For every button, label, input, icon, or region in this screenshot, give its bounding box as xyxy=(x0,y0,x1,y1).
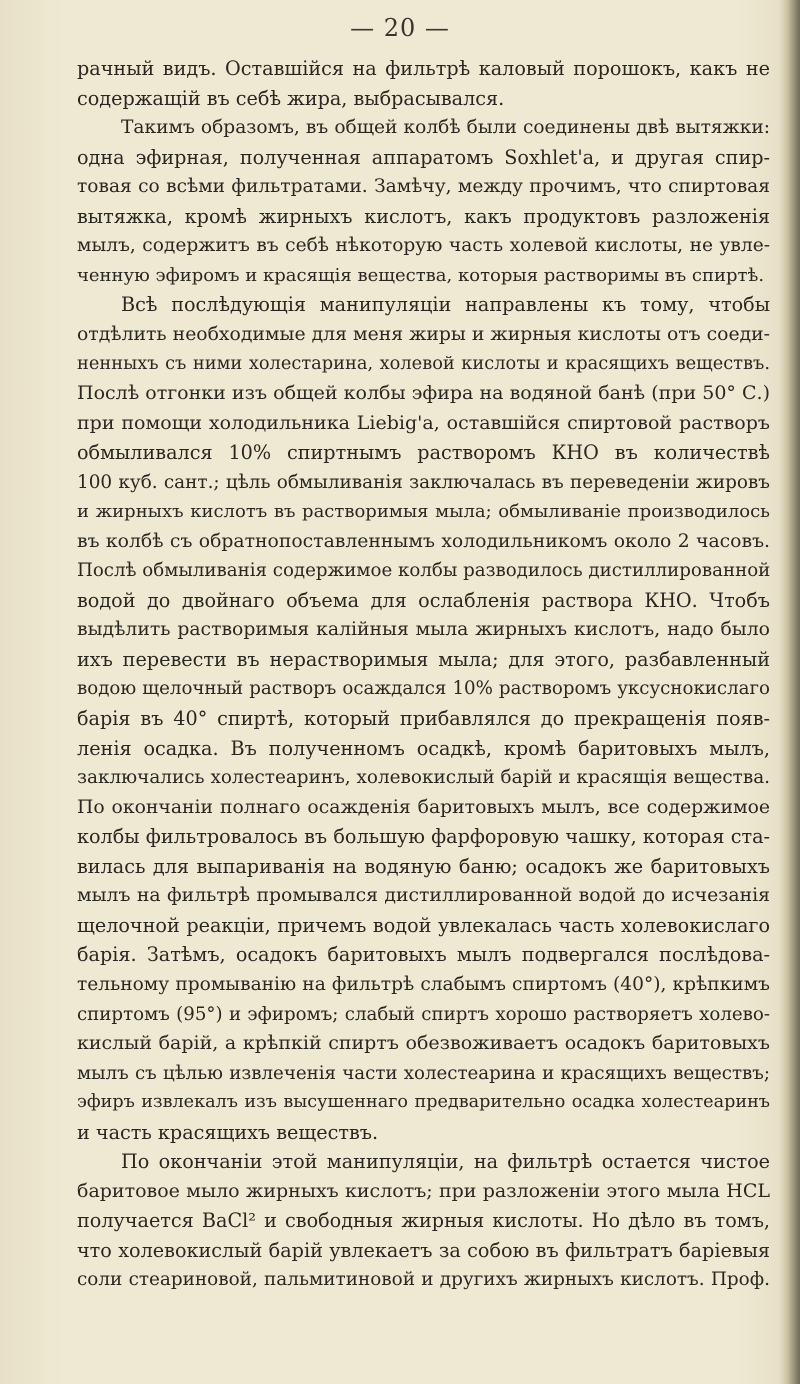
text-line: Всѣ послѣдующія манипуляціи направлены къ тому, чтобы xyxy=(121,293,770,317)
text-line: баритовое мыло жирныхъ кислотъ; при разложеніи этого мыла НСL xyxy=(77,1179,770,1202)
text-line: и жирныхъ кислотъ въ растворимыя мыла; обмыливаніе производилось xyxy=(77,501,770,523)
text-line: По окончаніи этой манипуляціи, на фильтрѣ остается чистое xyxy=(121,1150,770,1174)
text-line: заключались холестеаринъ, холевокислый барій и красящія вещества. xyxy=(77,767,770,789)
text-line: мылъ на фильтрѣ промывался дистиллированной водой до исчезанія xyxy=(77,885,770,907)
text-line: эфиръ извлекалъ изъ высушеннаго предварительно осадка холестеаринъ xyxy=(77,1092,770,1113)
text-line: рачный видъ. Оставшійся на фильтрѣ каловый порошокъ, какъ не xyxy=(77,57,770,80)
text-line: ихъ перевести въ нерастворимыя мыла; для этого, разбавленный xyxy=(77,647,770,671)
text-line: По окончаніи полнаго осажденія баритовыхъ мылъ, все содержимое xyxy=(77,796,770,818)
text-line: ненныхъ съ ними холестарина, холевой кислоты и красящихъ веществъ. xyxy=(77,353,770,375)
text-line: вилась для выпариванія на водяную баню; осадокъ же баритовыхъ xyxy=(77,854,770,878)
page-number: — 20 — xyxy=(350,14,450,42)
text-line: барія. Затѣмъ, осадокъ баритовыхъ мылъ подвергался послѣдова- xyxy=(77,943,770,967)
text-line: одна эфирная, полученная аппаратомъ Soxhlet'a, и другая спир- xyxy=(77,145,770,169)
text-line: водой до двойнаго объема для ослабленія раствора КНО. Чтобъ xyxy=(77,588,770,612)
text-line: Послѣ обмыливанія содержимое колбы разводилось дистиллированной xyxy=(77,560,770,582)
text-line: щелочной реакціи, причемъ водой увлекалась часть холевокислаго xyxy=(77,913,770,937)
text-line: кислый барій, а крѣпкій спиртъ обезвоживаетъ осадокъ баритовыхъ xyxy=(77,1032,770,1055)
text-line: 100 куб. сант.; цѣль обмыливанія заключалась въ переведеніи жировъ xyxy=(77,471,770,493)
text-line: содержащій въ себѣ жира, выбрасывался. xyxy=(77,86,505,110)
text-line: барія въ 40° спиртѣ, который прибавлялся до прекращенія появ- xyxy=(77,707,770,731)
page-edge xyxy=(778,0,800,1384)
text-line: мылъ, содержитъ въ себѣ нѣкоторую часть холевой кислоты, не увле- xyxy=(77,235,770,257)
text-line: ленія осадка. Въ полученномъ осадкѣ, кромѣ баритовыхъ мылъ, xyxy=(77,736,770,760)
text-line: водою щелочный растворъ осаждался 10% растворомъ уксуснокислаго xyxy=(77,678,770,700)
text-line: Послѣ отгонки изъ общей колбы эфира на водяной банѣ (при 50° С.) xyxy=(77,382,770,405)
text-line: и часть красящихъ веществъ. xyxy=(77,1120,379,1144)
text-line: вытяжка, кромѣ жирныхъ кислотъ, какъ продуктовъ разложенія xyxy=(77,204,770,228)
text-line: получается BaCl² и свободныя жирныя кислоты. Но дѣло въ томъ, xyxy=(77,1209,770,1233)
text-line: отдѣлить необходимые для меня жиры и жирныя кислоты отъ соеди- xyxy=(77,323,770,345)
text-line: тельному промыванію на фильтрѣ слабымъ спиртомъ (40°), крѣпкимъ xyxy=(77,973,770,995)
text-line: что холевокислый барій увлекаетъ за собою въ фильтратъ баріевыя xyxy=(77,1238,770,1262)
text-line: въ колбѣ съ обратнопоставленнымъ холодильникомъ около 2 часовъ. xyxy=(77,530,770,552)
text-line: спиртомъ (95°) и эфиромъ; слабый спиртъ хорошо растворяетъ холево- xyxy=(77,1003,770,1025)
text-line: Такимъ образомъ, въ общей колбѣ были соединены двѣ вытяжки: xyxy=(121,117,770,139)
text-line: при помощи холодильника Liebig'a, оставшійся спиртовой растворъ xyxy=(77,411,770,434)
body-text xyxy=(77,54,770,1295)
text-line: ченную эфиромъ и красящія вещества, которыя растворимы въ спиртѣ. xyxy=(77,264,765,286)
text-line: колбы фильтровалось въ большую фарфоровую чашку, которая ста- xyxy=(77,825,770,849)
text-line: мылъ съ цѣлью извлеченія части холестеарина и красящихъ веществъ; xyxy=(77,1062,770,1084)
text-line: соли стеариновой, пальмитиновой и другихъ жирныхъ кислотъ. Проф. xyxy=(77,1269,770,1291)
text-line: товая со всѣми фильтратами. Замѣчу, между прочимъ, что спиртовая xyxy=(77,176,770,198)
text-line: обмыливался 10% спиртнымъ растворомъ КНО въ количествѣ xyxy=(77,441,770,465)
text-line: выдѣлить растворимыя калійныя мыла жирныхъ кислотъ, надо было xyxy=(77,619,770,641)
